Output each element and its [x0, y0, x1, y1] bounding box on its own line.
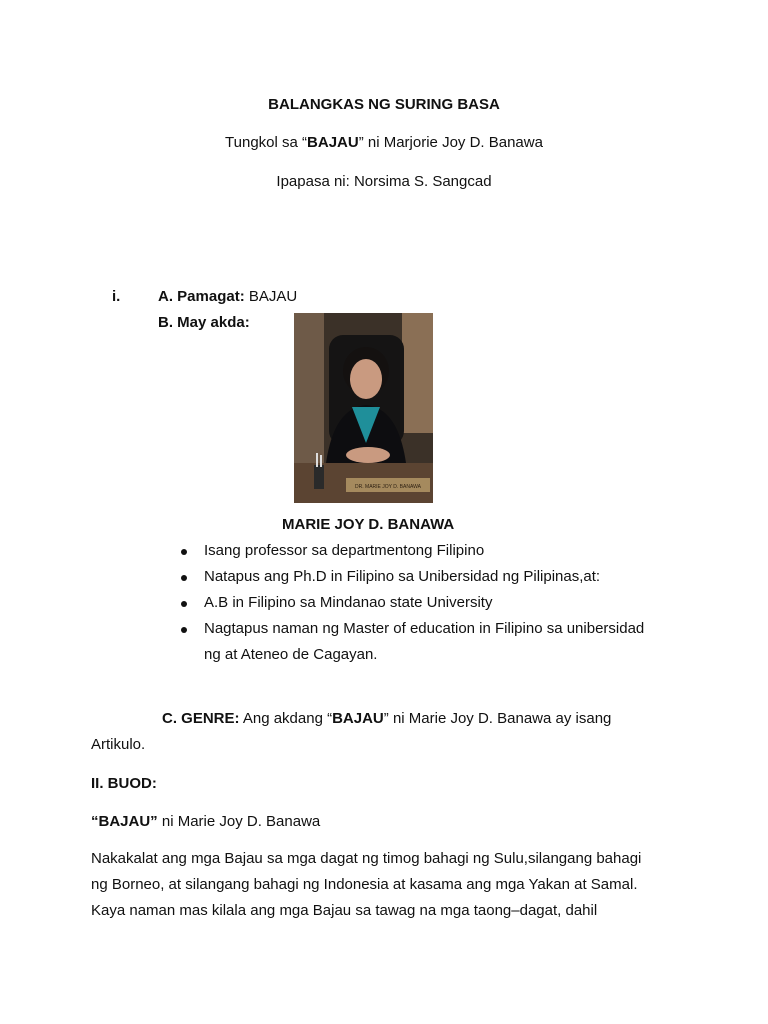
- submitted-by: Ipapasa ni: Norsima S. Sangcad: [276, 173, 492, 190]
- may-akda-label: B. May akda:: [158, 314, 250, 331]
- list-item: A.B in Filipino sa Mindanao state University: [204, 594, 493, 611]
- genre-line-2: Artikulo.: [91, 736, 146, 753]
- doc-title: BALANGKAS NG SURING BASA: [268, 96, 500, 113]
- genre-line: C. GENRE: Ang akdang “BAJAU” ni Marie Joy D. Banawa ay isang: [162, 710, 612, 727]
- buod-heading: II. BUOD:: [91, 775, 157, 792]
- section-numeral: i.: [112, 288, 121, 305]
- paragraph-line: Nakakalat ang mga Bajau sa mga dagat ng timog bahagi ng Sulu,silangang bahagi: [91, 850, 642, 867]
- photo-caption: MARIE JOY D. BANAWA: [282, 516, 455, 533]
- pamagat-line: A. Pamagat: BAJAU: [158, 288, 298, 305]
- buod-subheading: “BAJAU” ni Marie Joy D. Banawa: [91, 813, 321, 830]
- paragraph-line: Kaya naman mas kilala ang mga Bajau sa tawag na mga taong–dagat, dahil: [91, 902, 598, 919]
- list-item-continuation: ng at Ateneo de Cagayan.: [204, 646, 378, 663]
- list-item: Isang professor sa departmentong Filipino: [204, 542, 485, 559]
- bullet-marker: [181, 601, 187, 607]
- list-item: Nagtapus naman ng Master of education in Filipino sa unibersidad: [204, 620, 645, 637]
- paragraph-line: ng Borneo, at silangang bahagi ng Indonesia at kasama ang mga Yakan at Samal.: [91, 876, 638, 893]
- bullet-marker: [181, 549, 187, 555]
- nameplate-text: DR. MARIE JOY D. BANAWA: [355, 484, 421, 490]
- bullet-marker: [181, 627, 187, 633]
- list-item: Natapus ang Ph.D in Filipino sa Unibersidad ng Pilipinas,at:: [204, 568, 601, 585]
- doc-subtitle: Tungkol sa “BAJAU” ni Marjorie Joy D. Banawa: [225, 134, 543, 151]
- bullet-marker: [181, 575, 187, 581]
- author-photo: [294, 313, 433, 503]
